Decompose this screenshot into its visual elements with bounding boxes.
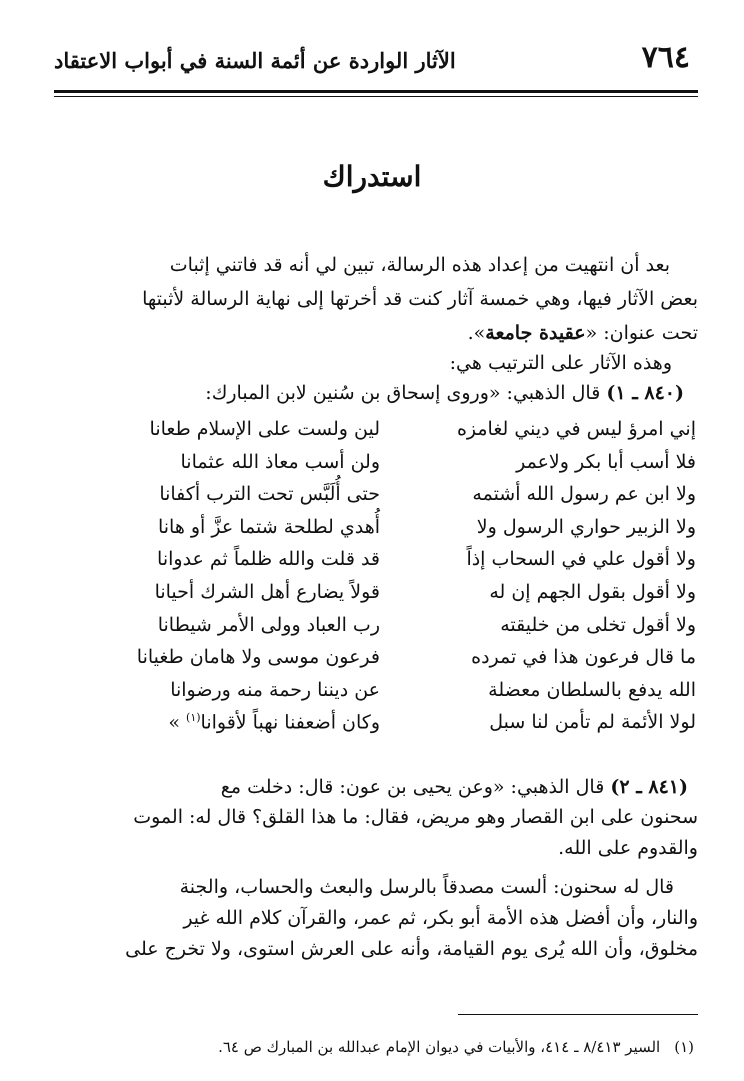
para-line-1: قال له سحنون: ألست مصدقاً بالرسل والبعث والحساب، والجنة (179, 876, 674, 898)
page-header (44, 38, 698, 82)
intro-line-3-suffix: ». (467, 322, 486, 344)
entry-841-line-3: والقدوم على الله. (558, 837, 698, 859)
para-line-2: والنار، وأن أفضل هذه الأمة أبو بكر، ثم عمر، والقرآن كلام الله غير (183, 907, 698, 929)
verse-second-hemistich: حتى أُلَبَّس تحت الترب أكفانا (159, 483, 380, 506)
verse-first-hemistich: الله يدفع بالسلطان معضلة (488, 678, 696, 701)
header-rule-thick (54, 90, 698, 93)
footnote-text: السير ٨/٤١٣ ـ ٤١٤، والأبيات في ديوان الإمام عبدالله بن المبارك ص ٦٤. (218, 1038, 661, 1056)
book-title: عقيدة جامعة (485, 322, 586, 344)
verse-first-hemistich: لولا الأئمة لم تأمن لنا سبل (489, 711, 696, 734)
poem-verse (44, 614, 696, 647)
poem-verse (44, 451, 696, 484)
poem-verse (44, 581, 696, 614)
header-rule-thin (54, 96, 698, 97)
poem-verse (44, 548, 696, 581)
footnote (218, 1038, 694, 1056)
order-line: وهذه الآثار على الترتيب هي: (449, 352, 672, 374)
verse-first-hemistich: فلا أسب أبا بكر ولاعمر (516, 450, 696, 473)
verse-second-hemistich: ولن أسب معاذ الله عثمانا (180, 450, 380, 473)
verse-first-hemistich: ولا ابن عم رسول الله أشتمه (472, 483, 696, 506)
entry-841-text: قال الذهبي: «وعن يحيى بن عون: قال: دخلت مع (220, 776, 605, 798)
entry-841-line-2: سحنون على ابن القصار وهو مريض، فقال: ما هذا القلق؟ قال له: الموت (133, 806, 698, 828)
verse-first-hemistich: ولا أقول بقول الجهم إن له (489, 580, 696, 603)
poem-verse (44, 418, 696, 451)
quote-close: » (168, 711, 180, 734)
sahnun-paragraph (48, 872, 698, 965)
poem-verse (44, 516, 696, 549)
verse-second-hemistich: أُهدي لطلحة شتما عزَّ أو هانا (157, 515, 380, 538)
entry-841-continued (48, 802, 698, 864)
intro-paragraph (48, 248, 698, 350)
last-hemistich-text: وكان أضعفنا نهباً لأقوانا (200, 711, 380, 734)
verse-second-hemistich: لين ولست على الإسلام طعانا (149, 418, 380, 440)
verse-second-hemistich: قد قلت والله ظلماً ثم عدوانا (157, 548, 380, 571)
verse-first-hemistich: ولا أقول تخلى من خليقته (500, 613, 696, 636)
verse-second-hemistich: عن ديننا رحمة منه ورضوانا (170, 678, 380, 701)
entry-841 (48, 772, 688, 802)
entry-840 (48, 382, 684, 404)
poem (44, 418, 696, 744)
footnote-rule (458, 1014, 698, 1015)
poem-verse (44, 679, 696, 712)
footnote-marker: (١) (674, 1038, 694, 1056)
intro-line-2: بعض الآثار فيها، وهي خمسة آثار كنت قد أخرتها إلى نهاية الرسالة لأثبتها (142, 288, 698, 310)
verse-second-hemistich: قولاً يضارع أهل الشرك أحيانا (154, 580, 380, 603)
para-line-3: مخلوق، وأن الله يُرى يوم القيامة، وأنه على العرش استوى، ولا تخرج على (125, 938, 698, 960)
verse-second-hemistich: فرعون موسى ولا هامان طغيانا (136, 646, 380, 669)
verse-first-hemistich: ما قال فرعون هذا في تمرده (471, 646, 696, 669)
page-number: ٧٦٤ (641, 40, 690, 75)
intro-line-3 (48, 316, 698, 350)
section-title: استدراك (322, 160, 422, 193)
running-title: الآثار الواردة عن أئمة السنة في أبواب الاعتقاد (54, 48, 456, 73)
verse-second-hemistich-last (48, 711, 380, 733)
intro-line-1: بعد أن انتهيت من إعداد هذه الرسالة، تبين لي أنه قد فاتني إثبات (169, 254, 670, 276)
verse-first-hemistich: ولا الزبير حواري الرسول ولا (476, 515, 696, 538)
entry-840-number: (٨٤٠ ـ ١) (606, 382, 684, 404)
footnote-ref: (١) (186, 711, 201, 725)
poem-verse (44, 646, 696, 679)
entry-840-text: قال الذهبي: «وروى إسحاق بن سُنين لابن المبارك: (205, 382, 601, 404)
entry-841-number: (٨٤١ ـ ٢) (610, 776, 688, 798)
verse-first-hemistich: إني امرؤ ليس في ديني لغامزه (456, 418, 696, 440)
verse-first-hemistich: ولا أقول علي في السحاب إذاً (466, 548, 696, 571)
poem-verse (44, 483, 696, 516)
intro-line-3-prefix: تحت عنوان: « (585, 322, 698, 344)
verse-second-hemistich: رب العباد وولى الأمر شيطانا (157, 613, 380, 636)
poem-verse (44, 711, 696, 744)
